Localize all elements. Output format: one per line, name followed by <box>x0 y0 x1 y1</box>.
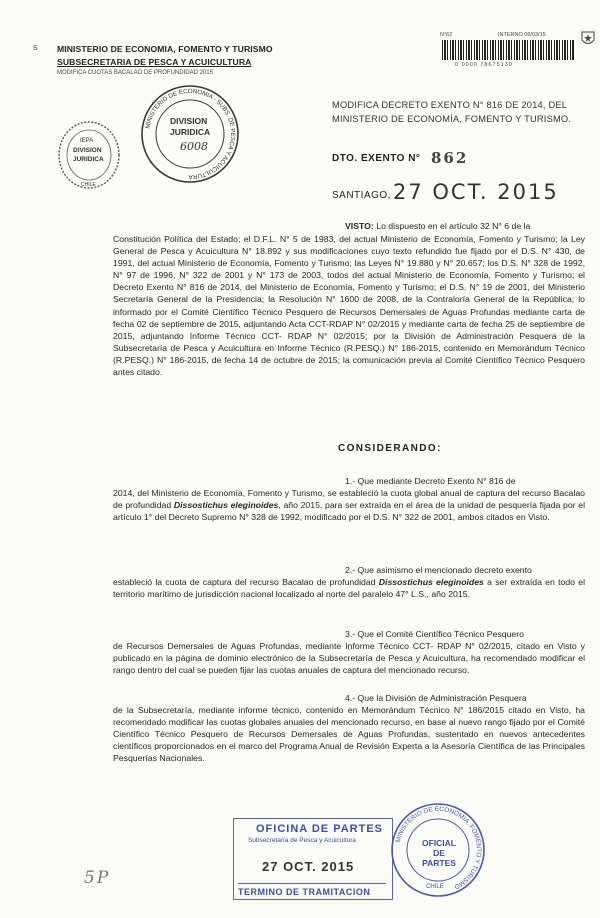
visto-first-line <box>345 220 585 232</box>
considerando-1-body: 2014, del Ministerio de Economía, Fomento y Turismo, se estableció la cuota global anual de captura del recurso Bacalao de profundidad Dissostichus eleginoides, año 2015, para ser extraída en el área de la unidad de pesquería fijada por el artículo 1° del Decreto Supremo N° 328 de 1992, modificado por el D.S. N° 322 de 2001, ambos citados en Visto. <box>113 488 586 523</box>
subsecretaria-name: SUBSECRETARIA DE PESCA Y ACUICULTURA <box>57 57 252 67</box>
considerando-3-body: de Recursos Demersales de Aguas Profundas, mediante Informe Técnico CCT- RDAP N° 02/2015, citado en Visto y publicado en la página de dominio electrónico de la Subsecretaría de Pesca y Acuicultura, ha recomendado modificar el rango dentro del cual se pueden fijar las cuotas anuales de captura del mencionado recurso. <box>113 641 585 676</box>
stamp-date: 27 OCT. 2015 <box>262 859 355 874</box>
dto-number: 862 <box>431 149 469 167</box>
considerando-1-first: 1.- Que mediante Decreto Exento N° 816 de <box>345 476 516 486</box>
visto-first-text: Lo dispuesto en el artículo 32 N° 6 de la <box>376 221 531 231</box>
considerando-2-body: estableció la cuota de captura del recurso Bacalao de profundidad Dissostichus eleginoides a ser extraída en todo el territorio marítimo de jurisdicción nacional localizado al norte del paralelo 47° L.S., año 2015. <box>113 577 586 600</box>
termino-tramitacion: TERMINO DE TRAMITACION <box>238 883 386 897</box>
oficina-partes-title: OFICINA DE PARTES <box>256 823 384 835</box>
date-value: 27 OCT. 2015 <box>393 180 559 204</box>
oficial-partes-center: OFICIAL DE PARTES <box>422 838 456 868</box>
left-seal-line-2: DIVISION <box>73 147 102 154</box>
species-name: Dissostichus eleginoides <box>378 577 484 587</box>
oficina-partes-sub: Subsecretaría de Pesca y Acuicultura <box>248 837 357 844</box>
considerando-4-first: 4.- Que la División de Administración Pesquera <box>345 693 527 703</box>
round-stamp-line-2: JURIDICA <box>170 127 211 137</box>
oficina-partes-stamp <box>233 818 393 900</box>
round-stamp-line-1: DIVISION <box>170 116 208 126</box>
handwritten-note: 5P <box>84 868 111 888</box>
ministry-mark: s <box>33 42 38 52</box>
species-name: Dissostichus eleginoides <box>173 500 279 511</box>
oficial-partes-stamp <box>388 800 488 900</box>
considerando-title: CONSIDERANDO: <box>338 443 442 454</box>
top-right-code: INTERNO 06/03/15 <box>498 32 546 38</box>
oficial-partes-bottom: CHILE <box>426 884 444 890</box>
oficial-ring-text: MINISTERIO DE ECONOMIA, FOMENTO Y TURISMO <box>394 805 483 891</box>
considerando-4-body: de la Subsecretaría, mediante informe técnico, contenido en Memorándum Técnico N° 186/2015 citado en Visto, ha recomendado modificar las cuotas globales anuales del mencionado recurso, en base al nuevo rango fijado por el Comité Científico Técnico Pesquero de Recursos Demersales de Aguas Profundas, sustentado en nuevos antecedentes científicos proporcionados en el marco del Programa Anual de Revisión Experta a la Asesoría Científica de las Principales Pesquerías Nacionales. <box>113 705 585 764</box>
left-seal-line-1: IEPA <box>80 138 94 144</box>
division-juridica-stamp <box>138 82 242 186</box>
header-subtitle: MODIFICA CUOTAS BACALAO DE PROFUNDIDAD 2015 <box>57 70 213 76</box>
considerando-3-first: 3.- Que el Comité Científico Técnico Pesquero <box>345 629 524 639</box>
barcode-number: 0 0000 78675130 <box>455 62 513 68</box>
visto-body: Constitución Política del Estado; el D.F.L. N° 5 de 1983, del actual Ministerio de Economía, Fomento y Turismo; la Ley General de Pesca y Acuicultura N° 18.892 y sus modificaciones cuyo texto refundido fue fijado por el D.S. N° 430, de 1991, del actual Ministerio de Economía, Fomento y Turismo; las Leyes N° 19.880 y N° 20.657; los D.S. N° 328 de 1992, N° 97 de 1996, N° 322 de 2001 y N° 173 de 2003, todos del actual Ministerio de Economía, Fomento y Turismo; el Decreto Exento N° 816 de 2014, del Ministerio de Economía, Fomento y Turismo; el D.S. N° 19 de 2001, del Ministerio Secretaría General de la Presidencia; la Resolución N° 1600 de 2008, de la Contraloría General de la República; lo informado por el Comité Científico Técnico Pesquero de Recursos Demersales de Aguas Profundas mediante carta de fecha 02 de septiembre de 2015, adjuntando Acta CCT-RDAP N° 02/2015 y mediante carta de fecha 25 de septiembre de 2015, adjuntando Informe Técnico CCT- RDAP N° 02/2015; por la División de Administración Pesquera de la Subsecretaría de Pesca y Acuicultura en Informe Técnico (R.PESQ.) N° 186-2015, contenido en Memorándum Técnico (R.PESQ.) N° 186-2015, de fecha 14 de octubre de 2015; la comunicación previa al Comité Científico Técnico Pesquero antes citado. <box>113 234 585 378</box>
visto-label: VISTO: <box>345 221 374 231</box>
left-seal-line-3: JURIDICA <box>73 156 104 163</box>
decree-subject: MODIFICA DECRETO EXENTO N° 816 DE 2014, DEL MINISTERIO DE ECONOMÍA, FOMENTO Y TURISMO. <box>332 100 572 124</box>
ministry-name: MINISTERIO DE ECONOMIA, FOMENTO Y TURISMO <box>57 44 273 54</box>
considerando-2-first: 2.- Que asimismo el mencionado decreto exento <box>345 565 532 575</box>
round-stamp-handwritten: 6008 <box>180 140 208 153</box>
round-stamp-ring-text: MINISTERIO DE ECONOMIA - SUBS. DE PESCA Y ACUICULTURA <box>144 87 237 181</box>
dto-label: DTO. EXENTO N° <box>332 153 421 164</box>
top-right-label: N°62 <box>440 32 453 38</box>
left-seal <box>55 118 123 192</box>
date-city: SANTIAGO, <box>332 190 391 201</box>
coat-of-arms-icon <box>580 30 596 48</box>
left-seal-ring: CHILE <box>81 182 96 188</box>
barcode <box>442 40 575 60</box>
